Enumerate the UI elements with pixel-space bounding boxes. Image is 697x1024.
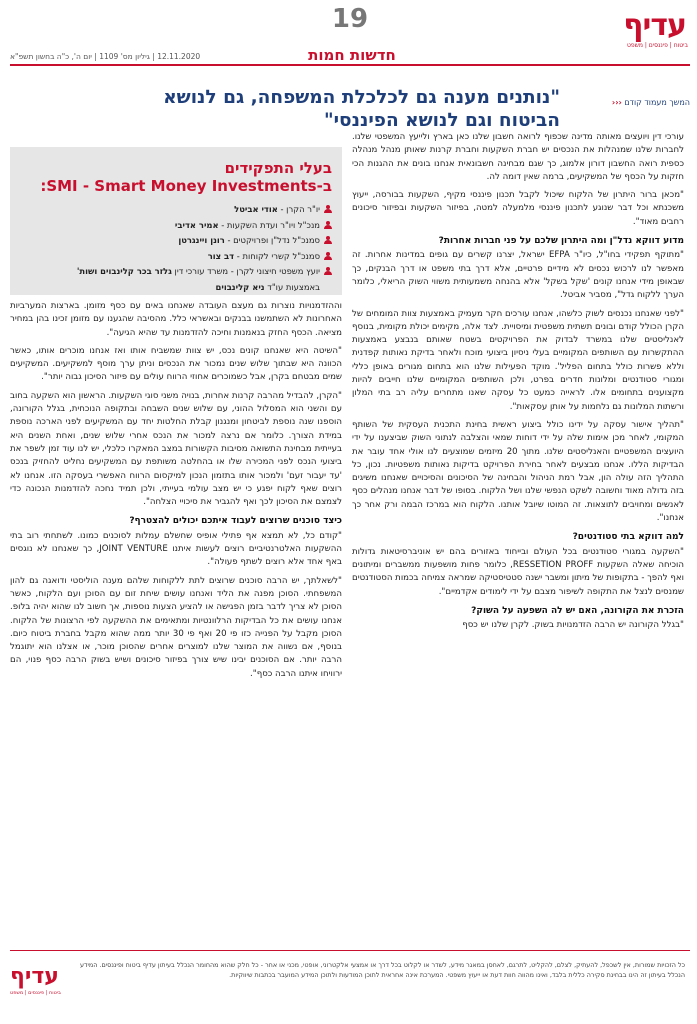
role-title: סמנכ"ל קשרי לקוחות - <box>234 250 320 261</box>
article-paragraph: עורכי דין ויועצים מאותה מדינה שכפוף לרואה חשבון שלנו כאן בארץ ולייעץ המשפטי שלנו. לחברות שלנו שמנהלות את הנכסים יש חברת השקעות וחברת קרנות שאותן מנהל מנהלה כספית רואה החשבון דורון אלמוג, כך שגם מבחינה חשבונאית אנחנו בונים את ההגנות הכי חזקות על הכסף של המשקיעים, ברמה שאין דומה לה. <box>352 132 684 182</box>
article-subheading: למה דווקא בתי סטודנטים? <box>572 532 684 543</box>
logo-wordmark: עדיף <box>623 8 686 43</box>
continued-from-previous-link[interactable] <box>565 98 690 107</box>
article-paragraph: "לפני שאנחנו נכנסים לשוק כלשהו, אנחנו עורכים חקר מעמיק באמצעות צוות המומחים של הקרן הכולל קודם ובונים תשתית משפטית ומיסויית. לצד אלה, מקימים יכולת מקומית, בנוסף לאנליסטים שלנו במשרד לבדוק את הפרויקטים בשטח שאותם בנבצע באמצעות ההתקשרות עם השותפים המקומיים בעלי ניסיון ביצועי מוכח ולאחר בדיקת נאותות קפדנית וללא פשרות כולל בתחום הפליל'. מוקד הפעילות שלנו הוא בתחום מגורים באופן כללי ומגורי סטודנטים ומלונות חדרים בפרט, ולכן השותפים המקומיים שלנו חייבים להיות מקצוענים בתחומים אלו. לראייה כמעט כל עסקה שאנו מתחרים עליה רב בתי המלון ורשתות המלונות גם נלחמות על אותן עסקאות". <box>352 308 684 412</box>
person-icon <box>324 252 332 260</box>
footer-logo-tagline: ביטוח | פיננסים | משפט <box>10 990 61 996</box>
roles-box <box>10 147 342 295</box>
logo-tagline: ביטוח | פיננסים | משפט <box>626 42 688 49</box>
article-paragraph: "קודם כל, לא תמצא אף פתילי אופיס שחשלם עמלות לסוכנים כמונו. לשתחתי רוב בתי ההשקעות האלטרנטיביים רוצים לעשות איתנו JOINT VENTURE, כך שאנחנו לא נוגסים באף אחד אלא רוצים לשתף פעולה". <box>10 530 342 568</box>
footer-logo[interactable] <box>8 964 68 998</box>
person-icon <box>324 267 332 275</box>
footer-disclaimer: כל הזכויות שמורות, אין לשכפל, להעתיק, לצלם, להקליט, לתרגם, לאחסן במאגר מידע, לשדר או לקלוט בכל דרך או אמצעי אלקטרוני, אופטי, מכני או אחר - כל חלק שהוא מהחומר הנכלל בעיתון עדיף ביטוח ופיננסים. המידע הנכלל בעיתון זה הינו בבחינת סקירה כללית בלבד, ואינו מהווה חוות דעת או ייעוץ משפטי. המערכת אינה אחראית לתוכן המודעות ולתוכן המידע המועבר בכתבות שיווקיות. <box>80 961 685 979</box>
role-person-name: ניא קלינבוים <box>215 281 265 292</box>
role-item <box>12 264 332 280</box>
role-title: יו"ר הקרן - <box>277 204 320 214</box>
article-subheading: כיצד סוכנים שרוצים לעבוד איתכם יכולים להצטרף? <box>129 516 342 527</box>
role-item <box>12 202 332 218</box>
continued-label: המשך מעמוד קודם <box>624 98 690 107</box>
publication-logo[interactable] <box>600 8 690 50</box>
article-paragraph: "מתוקף תפקידי בחו"ל, כיו"ר EFPA ישראל, יצרנו קשרים עם גופים במדינות אחרות. זה מאפשר לנו לרכוש נכסים לא מידיים פרטיים, אלא דרך בתי משפט או דרך הבנקים, כך שבאופן מידי אנחנו קונים 'שקל בשקל' אלא בהנחה משמעותית משווי השוק הריאלי, כלומר הערך ללקוח גדל", מסביר אביטל. <box>352 250 684 301</box>
article-paragraph: "השקעה במגורי סטודנטים בכל העולם ובייחוד באזורים בהם יש אוניברסיטאות גדולות הוכיחה שאלה השקעות RESSETION PROFF, כלומר פחות מושפעות ממשברים ומיתונים ואף להפך - בתקופות של מיתון ומשבר ישנה סטטיסטיקה שמראה צמיחה בכמות הסטודנטים שמנסים לנצל את התקופה לשיפור מצבם על ידי לימודים אקדמיים". <box>352 546 684 597</box>
role-person-name: דב צור <box>207 250 235 261</box>
article-paragraph: "השיטה היא שאנחנו קונים נכס, יש צוות שמשביח אותו ואז אנחנו מוכרים אותו, כאשר הכוונה היא שבתוך שלוש שנים נמכור את הנכסים וניתן ערך מוסף למשקיעים. המשקיעים שמים מבטחם בקרן, אבל כשמוכרים אחוזי הרווח עולים עם פיזור הסיכון גבוה יותר". <box>10 345 342 383</box>
section-title: חדשות חמות <box>308 46 396 64</box>
article-headline: "נותנים מענה גם לכלכלת המשפחה, גם לנושא הביטוח וגם לנושא הפיננסי" <box>163 87 560 131</box>
article-paragraph: "מכאן ברור היתרון של הלקוח שיכול לקבל תכנון פיננסי מקיף, השקעות בבורסה, ייעוץ משכנתא וכל דבר שנוגע לתכנון פיננסי מלמעלה למטה, בפיזור השקעות ובפיזור סיכונים רחבים מאוד". <box>352 190 684 227</box>
article-paragraph: "בגלל הקורונה יש הרבה הזדמנויות בשוק. לקרן שלנו יש כסף <box>462 620 684 631</box>
issue-info: 12.11.2020 | גיליון מס' 1109 | יום ה', כ"ה בחשון תשפ"א <box>10 52 201 61</box>
article-subheading: מדוע דווקא נדל"ן ומה היתרון שלכם על פני חברות אחרות? <box>438 236 684 247</box>
person-icon <box>324 236 332 244</box>
role-title: סמנכ"ל נדל"ן ופרויקטים - <box>224 235 320 245</box>
article-column-left <box>10 300 342 943</box>
role-item <box>12 218 332 234</box>
article-column-right <box>352 131 684 943</box>
role-title: מנכ"ל ויו"ר ועדת השקעות - <box>218 219 320 230</box>
role-title: יועץ משפטי חיצוני לקרן - משרד עורכי דין <box>171 266 320 276</box>
page-number: 19 <box>331 4 369 34</box>
roles-list <box>12 202 332 295</box>
article-subheading: הזכרת את הקורונה, האם יש לה השפעה על השוק? <box>471 605 684 616</box>
role-item <box>12 249 332 265</box>
article-paragraph: וההזדמנויות נוצרות גם מעצם העובדה שאנחנו באים עם כסף מזומן. בארצות המערביות האחרונות לא השתמשנו בבנקים ובאשראי כלל. מהסיבה שהגענו עם מזומן זכינו בהן במחיר מציאה. הכסף החזק בנאמנות וחיכה להזדמנות עד שהיא הגיעה". <box>10 301 342 338</box>
footer-logo-wordmark: עדיף <box>10 964 59 989</box>
roles-box-title-line2: ב-SMI - Smart Money Investments: <box>40 177 332 195</box>
role-person-name: גלזר בכר קלינבוים ושות' <box>76 266 172 276</box>
article-paragraph: "הקרן, להבדיל מהרבה קרנות אחרות, בנויה משני סוגי השקעות. הראשון הוא השקעה בחוב עם והשני הוא המסלול ההוני, עם שלוש שנים השבחה ובתקופה הנוכחית, בגלל הקורונה, הוספנו שנה נוספת לביטחון ומנגנון קבלת החלטות יחד עם המשקיעים לפני הארכה נוספת במידת הצורך. כלומר אם נרצה למכור את הנכס אחרי שלוש שנים, ואחת השנים היא בעייתית מבחינת התשואה מסיבות הקשורות במצב המאקרו כלכלי, יש לנו עוד זמן לשפר את ביצועי הנכס לפני המכירה שלו או בהחלטה משותפת עם המשקיעים נחליט להחזיק בנכס 'עד יעבור זעם' ולמכור אותו בתזמון הנכון למיקסום הרווח האפשרי בעסקה הזו. אנחנו לא רוצים שאף לקוח יפגע כי יש מצב עולמי בעייתי, ולכן תמיד נחכה להזדמנות הנכונה כדי לצמצם את הסיכון לכך ואף להגביר את סיכויי הצלחה". <box>10 390 342 508</box>
role-title: באמצעות עו"ד <box>264 281 320 292</box>
roles-box-title <box>17 159 332 195</box>
person-icon <box>324 221 332 229</box>
role-person-name: רונן ויינגרטן <box>178 235 225 245</box>
person-icon <box>324 205 332 213</box>
role-person-name: אודי אביטל <box>234 204 278 214</box>
roles-box-title-line1: בעלי התפקידים <box>224 159 332 177</box>
role-person-name: אמיר אדיבי <box>174 219 219 230</box>
footer-divider <box>10 950 690 951</box>
role-item <box>12 280 332 296</box>
article-paragraph: "תהליך אישור עסקה על ידינו כולל ביצוע ראשית בחינת התכנית העסקית של השותף המקומי, לאחר מכן אימות שלה על ידי דוחות שמאי והצלבה לנתוני השוק שביצענו על ידי היועצים המשפטיים והאנליסטים שלנו. מתוך 20 מיזמים שמוצעים לנו אולי אחד עובר את הבדיקות הללו. אנחנו מבצעים לאחר בחירת הפרויקט בדיקות נאותות משפטיות. נכון, כל התהליך הזה עולה הון, אבל רמת הניהול והבחינה של הסיכונים והסיכויים שאנחנו משיגים בזה גדולה מאוד וחשובה לשקט הנפשי שלנו ושל הלקוח. בסופו של דבר אנחנו מנהלים כסף לאנשים ומחויבים לתוצאות. זה המוטו שיובל אותנו. הלקוח הוא במרכז הבמה ורק אחר כך אנחנו". <box>352 419 684 524</box>
chevrons-left-icon: ‹‹‹ <box>611 98 622 107</box>
article-paragraph: "לשאלתך, יש הרבה סוכנים שרוצים לתת ללקוחות שלהם מענה הוליסטי ודואגה גם להון המשפחתי. הסוכן מפנה את הליד ואנחנו עושים שיחת זום עם הסוכן ועם הלקוח, כאשר הסוכן לא צריך לדבר בזמן הפגישה או להציע הצעות נוספות, אך חשוב לנו שהוא יהיה בלופ. אנחנו עושים את כל הבדיקות הרלוונטיות ומתאימים את ההשקעה לפי הרצונות של הלקוח. הסוכן מקבל על הפנייה כזו פי 20 ואף פי 30 יותר ממה שהוא מקבל בחברת ביטוח כיום. בנוסף, אם נשווה את המוצר שלנו למוצרים אחרים שהסוכן מוכר, או אצלנו הוא יתוגמל הרבה יותר. אם הסוכנים יבינו שיש צורך בפיזור סיכונים ושיש בשוק הרבה כסף פנוי, הם ירוויחו איתנו הרבה כסף". <box>10 575 342 679</box>
role-item <box>12 233 332 249</box>
header-divider <box>10 64 690 66</box>
